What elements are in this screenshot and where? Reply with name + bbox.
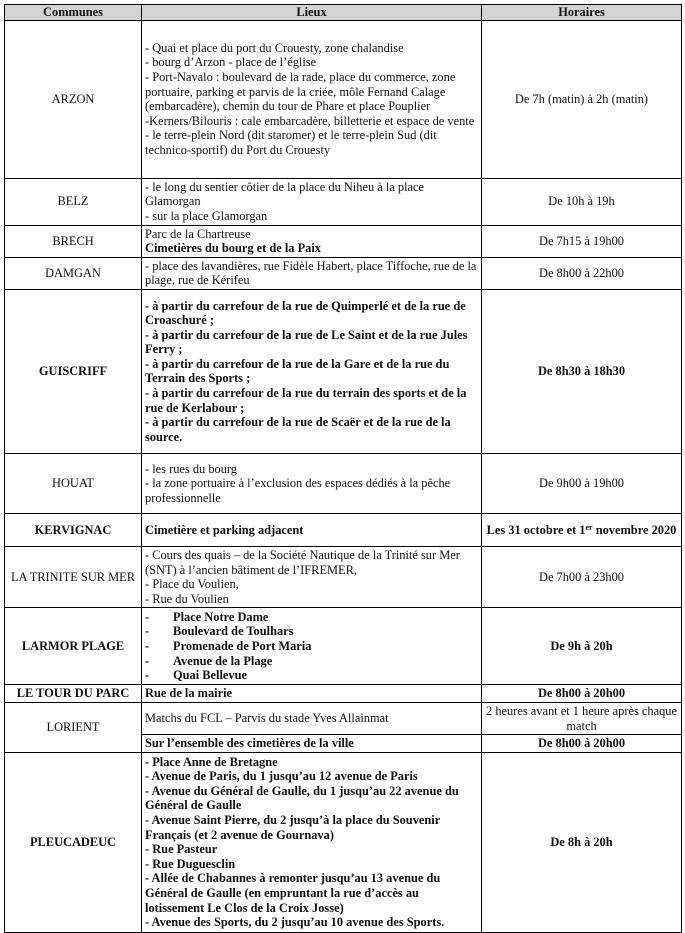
row-arzon (5, 20, 682, 178)
horaire-cell: De 8h30 à 18h30 (482, 289, 682, 453)
lieu-line: - le terre-plein Nord (dit staromer) et le terre-plein Sud (dit technico-sportif) du Port du Crouesty (145, 128, 437, 157)
horaire-text: Les 31 octobre et 1 (486, 522, 586, 537)
lieu-line: - à partir du carrefour de la rue de Quimperlé et de la rue de Croaschuré ; (145, 298, 466, 328)
lieu-line: Cimetières du bourg et de la Paix (145, 241, 321, 256)
lieu-line: - Allée de Chabannes à remonter jusqu’au 13 avenue du Général de Gaulle (en empruntant la rue d’accès au lotissement Le Clos de la Croix Josse) (145, 871, 441, 915)
row-kervignac (5, 513, 682, 546)
commune-cell: PLEUCADEUC (5, 752, 142, 932)
lieu-line: - Avenue du Général de Gaulle, du 1 jusqu’au 22 avenue du Général de Gaulle (145, 783, 459, 813)
lieu-line: - Promenade de Port Maria (145, 639, 312, 654)
lieu-line: - Place Anne de Bretagne (145, 754, 278, 769)
lieu-line: - Rue Pasteur (145, 842, 218, 857)
row-belz (5, 178, 682, 225)
horaire-cell (482, 513, 682, 546)
lieux-cell (142, 752, 482, 932)
header-communes: Communes (5, 5, 142, 21)
lieux-cell: Rue de la mairie (142, 685, 482, 703)
lieu-line: - sur la place Glamorgan (145, 208, 268, 223)
horaire-cell: De 9h à 20h (482, 608, 682, 685)
row-larmor-plage (5, 608, 682, 685)
lieu-line: -Kerners/Bilouris : cale embarcadère, billetterie et espace de vente (145, 113, 475, 128)
commune-cell: LA TRINITE SUR MER (5, 546, 142, 607)
commune-cell: BELZ (5, 178, 142, 225)
dash-marker: - (145, 609, 150, 624)
lieu-line: - les rues du bourg (145, 461, 237, 476)
lieu-line: - Avenue Saint Pierre, du 2 jusqu’à la place du Souvenir Français (et 2 avenue de Gournava) (145, 813, 441, 842)
row-brech (5, 225, 682, 257)
commune-cell: ARZON (5, 20, 142, 178)
header-row (5, 5, 682, 21)
horaire-cell: De 9h00 à 19h00 (482, 453, 682, 513)
lieu-line: - à partir du carrefour de la rue de la Gare et de la rue du Terrain des Sports ; (145, 356, 450, 386)
row-lorient (5, 702, 682, 734)
lieu-line: - Avenue de la Plage (145, 653, 273, 668)
commune-cell: BRECH (5, 225, 142, 257)
horaire-cell: De 8h00 à 20h00 (482, 735, 682, 753)
lieu-line: - Rue du Voulien (145, 591, 229, 606)
lieu-line: - à partir du carrefour de la rue du terrain des sports et de la rue de Kerlabour ; (145, 386, 467, 415)
commune-cell: KERVIGNAC (5, 513, 142, 546)
schedule-table (4, 4, 682, 933)
lieux-cell (142, 453, 482, 513)
lieu-line: Parc de la Chartreuse (145, 226, 251, 241)
horaire-cell: De 8h à 20h (482, 752, 682, 932)
lieu-line: - Cours des quais – de la Société Nautique de la Trinité sur Mer (SNT) à l’ancien bâtiment de l’IFREMER, (145, 547, 460, 577)
horaire-cell: De 7h00 à 23h00 (482, 546, 682, 607)
commune-cell: LARMOR PLAGE (5, 608, 142, 685)
lieux-cell (142, 178, 482, 225)
horaire-cell: De 10h à 19h (482, 178, 682, 225)
lieux-cell (142, 257, 482, 289)
commune-cell: HOUAT (5, 453, 142, 513)
lieu-line: - place des lavandières, rue Fidèle Habert, place Tiffoche, rue de la plage, rue de Kérifeu (145, 258, 477, 288)
lieu-line: - à partir du carrefour de la rue de Le Saint et de la rue Jules Ferry ; (145, 327, 468, 357)
lieu-line: - Avenue de Paris, du 1 jusqu’au 12 avenue de Paris (145, 769, 418, 784)
row-damgan (5, 257, 682, 289)
lieux-cell: Cimetière et parking adjacent (142, 513, 482, 546)
horaire-text: novembre 2020 (592, 522, 677, 537)
horaire-cell: 2 heures avant et 1 heure après chaque match (482, 702, 682, 734)
lieu-line: - Rue Duguesclin (145, 856, 236, 871)
horaire-cell: De 7h15 à 19h00 (482, 225, 682, 257)
lieu-line: - Boulevard de Toulhars (145, 624, 294, 639)
dash-marker: - (145, 653, 150, 668)
lieu-line: - Place du Voulien, (145, 577, 239, 592)
lieu-line: - Quai Bellevue (145, 668, 247, 683)
commune-cell: LORIENT (5, 702, 142, 752)
document-page (4, 4, 681, 933)
lieux-cell (142, 20, 482, 178)
lieux-cell (142, 289, 482, 453)
lieu-line: - à partir du carrefour de la rue de Scaër et de la rue de la source. (145, 415, 451, 444)
lieu-line: - le long du sentier côtier de la place du Niheu à la place Glamorgan (145, 179, 425, 209)
header-horaires: Horaires (482, 5, 682, 21)
row-guiscriff (5, 289, 682, 453)
commune-cell: DAMGAN (5, 257, 142, 289)
lieu-line: - la zone portuaire à l’exclusion des espaces dédiés à la pêche professionnelle (145, 476, 451, 505)
row-pleucadeuc (5, 752, 682, 932)
row-la-trinite-sur-mer (5, 546, 682, 607)
lieux-cell (142, 546, 482, 607)
header-lieux: Lieux (142, 5, 482, 21)
lieu-line: - Port-Navalo : boulevard de la rade, place du commerce, zone portuaire, parking et parvis de la criée, môle Fernand Calage (embarcadère), chemin du tour de Phare et place Pouplier (145, 69, 456, 114)
lieux-cell (142, 225, 482, 257)
lieu-line: - Avenue des Sports, du 2 jusqu’au 10 avenue des Sports. (145, 915, 445, 930)
lieu-line: - bourg d’Arzon - place de l’église (145, 55, 317, 70)
dash-marker: - (145, 624, 150, 639)
commune-cell: GUISCRIFF (5, 289, 142, 453)
lieu-line: - Place Notre Dame (145, 609, 269, 624)
row-le-tour-du-parc (5, 685, 682, 703)
commune-cell: LE TOUR DU PARC (5, 685, 142, 703)
horaire-cell: De 8h00 à 20h00 (482, 685, 682, 703)
lieux-cell: Matchs du FCL – Parvis du stade Yves Allainmat (142, 702, 482, 734)
dash-marker: - (145, 668, 150, 683)
ordinal-superscript: er (585, 522, 593, 532)
row-houat (5, 453, 682, 513)
horaire-cell: De 8h00 à 22h00 (482, 257, 682, 289)
horaire-cell: De 7h (matin) à 2h (matin) (482, 20, 682, 178)
lieux-cell (142, 608, 482, 685)
dash-marker: - (145, 639, 150, 654)
lieu-line: - Quai et place du port du Crouesty, zone chalandise (145, 40, 404, 55)
lieux-cell: Sur l’ensemble des cimetières de la ville (142, 735, 482, 753)
